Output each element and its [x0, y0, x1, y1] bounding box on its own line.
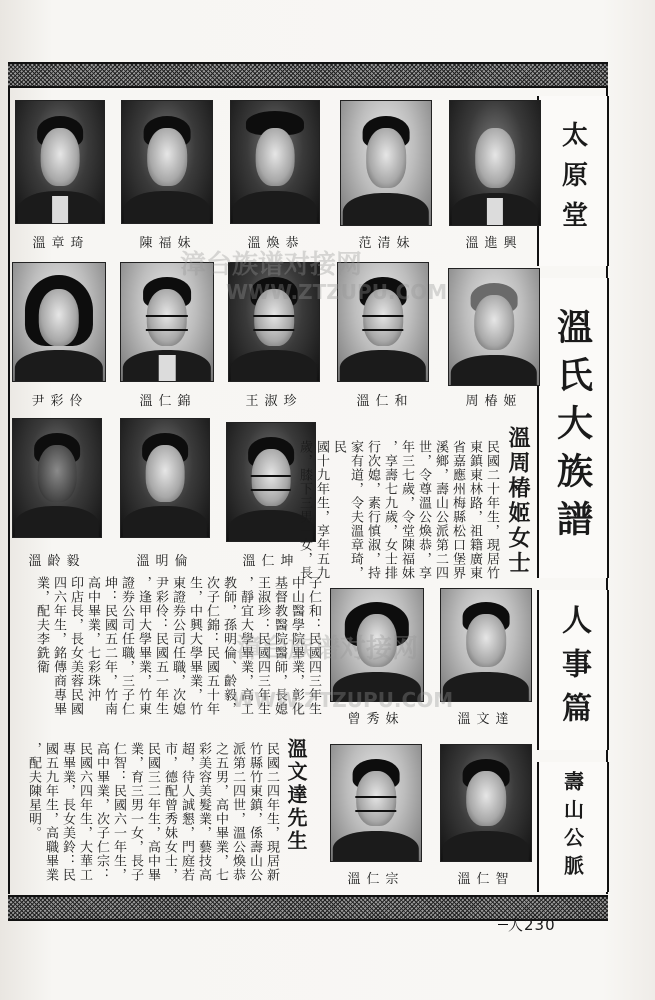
bio-text-line: ，配夫陳星明。	[26, 742, 41, 840]
bio-text-line: 仁智：民國六一年生，	[111, 742, 126, 882]
bio-text-line: 基督教醫院醫師，長媳	[272, 576, 287, 716]
bio-text-line: 民國二十年生，現居竹	[484, 440, 499, 580]
bio-text-line: 世，令尊溫公煥恭，享	[416, 440, 431, 580]
watermark: 漳台族谱对接网	[180, 250, 363, 280]
bio-text-line: 生，中興大學畢業，竹	[187, 576, 202, 716]
bio-text-line: 民國二四年生，現居新	[264, 742, 279, 882]
bio-text-block	[297, 440, 500, 580]
bio-text-line: 印店長，長女美蓉民國	[68, 576, 83, 716]
portrait-photo	[440, 744, 532, 862]
caption: 溫煥恭	[247, 236, 305, 251]
caption: 溫仁智	[457, 872, 515, 887]
bio-text-line: 之五男，高中畢業，七	[213, 742, 228, 882]
portrait-photo	[449, 100, 541, 226]
caption: 溫齡毅	[28, 554, 86, 569]
bio-text-line: 王淑珍：民國四三年生	[255, 576, 270, 716]
portrait-photo	[120, 418, 210, 538]
bio-text-line: 市，德配曾秀妹女士，	[162, 742, 177, 882]
caption: 王淑珍	[245, 394, 303, 409]
bio-text-line: 東鎮東林路，祖籍廣東	[467, 440, 482, 580]
bio-text-line: 尹彩伶：民國五一年生	[153, 576, 168, 716]
bio-text-line: 教師，孫明倫、齡毅，	[221, 576, 236, 716]
sidebar-section: 人事篇	[556, 604, 591, 736]
caption: 周椿姬	[465, 394, 523, 409]
bio-text-line: 派第二四世，溫公煥恭	[230, 742, 245, 882]
bio-text-line: ，靜宜大學畢業，高工	[238, 576, 253, 716]
sidebar-hall: 太原堂	[557, 121, 588, 241]
sidebar-branch: 壽山公脈	[560, 771, 585, 883]
portrait-photo	[230, 100, 320, 224]
bio-text-line: 坤：民國五二年，竹南	[102, 576, 117, 716]
portrait-photo	[12, 262, 106, 382]
bio-text-line: 中山醫學院畢業，彰化	[289, 576, 304, 716]
bio-text-line: 省嘉應州梅縣松口堡界	[450, 440, 465, 580]
portrait-photo	[15, 100, 105, 224]
portrait-photo	[121, 100, 213, 224]
watermark: 漳台族谱对接网	[236, 634, 419, 664]
sidebar-branch-box	[537, 762, 609, 892]
bio-text-line: 業，育三男一女，長子	[128, 742, 143, 882]
bio-text-line: 專畢業，長女美鈴：民	[60, 742, 75, 882]
portrait-photo	[448, 268, 540, 386]
bio-text-line: 歲，膝下三男一女，長	[297, 440, 312, 580]
caption: 陳福妹	[139, 236, 197, 251]
bio-text-line: 四六年生，銘傳商專畢	[51, 576, 66, 716]
caption: 范清妹	[358, 236, 416, 251]
bio-text-line: 高中畢業，七彩珠沖	[85, 576, 100, 702]
bio-text-line: 年三七歲，令堂陳福妹	[399, 440, 414, 580]
bio-text-line: 行次媳，素行慎淑，持	[365, 440, 380, 580]
bio-text-line: ，享壽七九歲，女士排	[382, 440, 397, 580]
bio-text-line: 家有道，令夫溫章琦，民	[331, 440, 363, 580]
caption: 溫文達	[457, 712, 515, 727]
bio-text-line: 次子仁錦：民國五十年	[204, 576, 219, 716]
bio-heading: 溫周椿姬女士	[505, 426, 531, 576]
bio-text-line: 民國六四年生，大華工	[77, 742, 92, 882]
caption: 溫明倫	[136, 554, 194, 569]
bio-text-line: 超，待人誠懇，門庭若	[179, 742, 194, 882]
bio-text-line: 國十九年生，享年五九	[314, 440, 329, 580]
bio-text-line: 證券公司任職，三子仁	[119, 576, 134, 716]
sidebar-title: 溫氏大族譜	[551, 308, 594, 548]
bio-text-line: 子仁和：民國四三年生	[306, 576, 321, 716]
sidebar-section-box	[537, 590, 609, 750]
watermark: WWW.ZTZUPU.COM	[232, 688, 454, 712]
watermark: WWW.ZTZUPU.COM	[226, 280, 448, 304]
bio-text-line: 民國三二年生，高中畢	[145, 742, 160, 882]
portrait-photo	[340, 100, 432, 226]
bio-text-line: ，逢甲大學畢業，竹東	[136, 576, 151, 716]
portrait-photo	[12, 418, 102, 538]
bio-text-line: 高中畢業，次子仁宗：	[94, 742, 109, 882]
bio-text-line: 東證券公司任職，次媳	[170, 576, 185, 716]
portrait-photo	[440, 588, 532, 702]
bio-text-line: 竹縣竹東鎮，係壽山公	[247, 742, 262, 882]
bio-text-line: 業，配夫李銑衛	[34, 576, 49, 674]
caption: 溫仁錦	[139, 394, 197, 409]
bio-text-block	[20, 742, 280, 882]
sidebar-hall-box	[537, 96, 609, 266]
caption: 溫章琦	[32, 236, 90, 251]
sidebar-title-box	[537, 278, 609, 578]
caption: 溫仁宗	[347, 872, 405, 887]
caption: 曾秀妹	[347, 712, 405, 727]
bio-heading: 溫文達先生	[284, 738, 308, 853]
bio-text-line: 溪鄉，壽山公派第二四	[433, 440, 448, 580]
bio-text-line: 國五九年生，高職畢業	[43, 742, 58, 882]
caption: 溫仁坤	[242, 554, 300, 569]
caption: 尹彩伶	[31, 394, 89, 409]
caption: 溫進興	[465, 236, 523, 251]
top-border-band	[8, 62, 608, 88]
page-number: 人230	[508, 916, 556, 934]
caption: 溫仁和	[356, 394, 414, 409]
bio-text-line: 彩美容美髮業，藝技高	[196, 742, 211, 882]
portrait-photo	[330, 744, 422, 862]
